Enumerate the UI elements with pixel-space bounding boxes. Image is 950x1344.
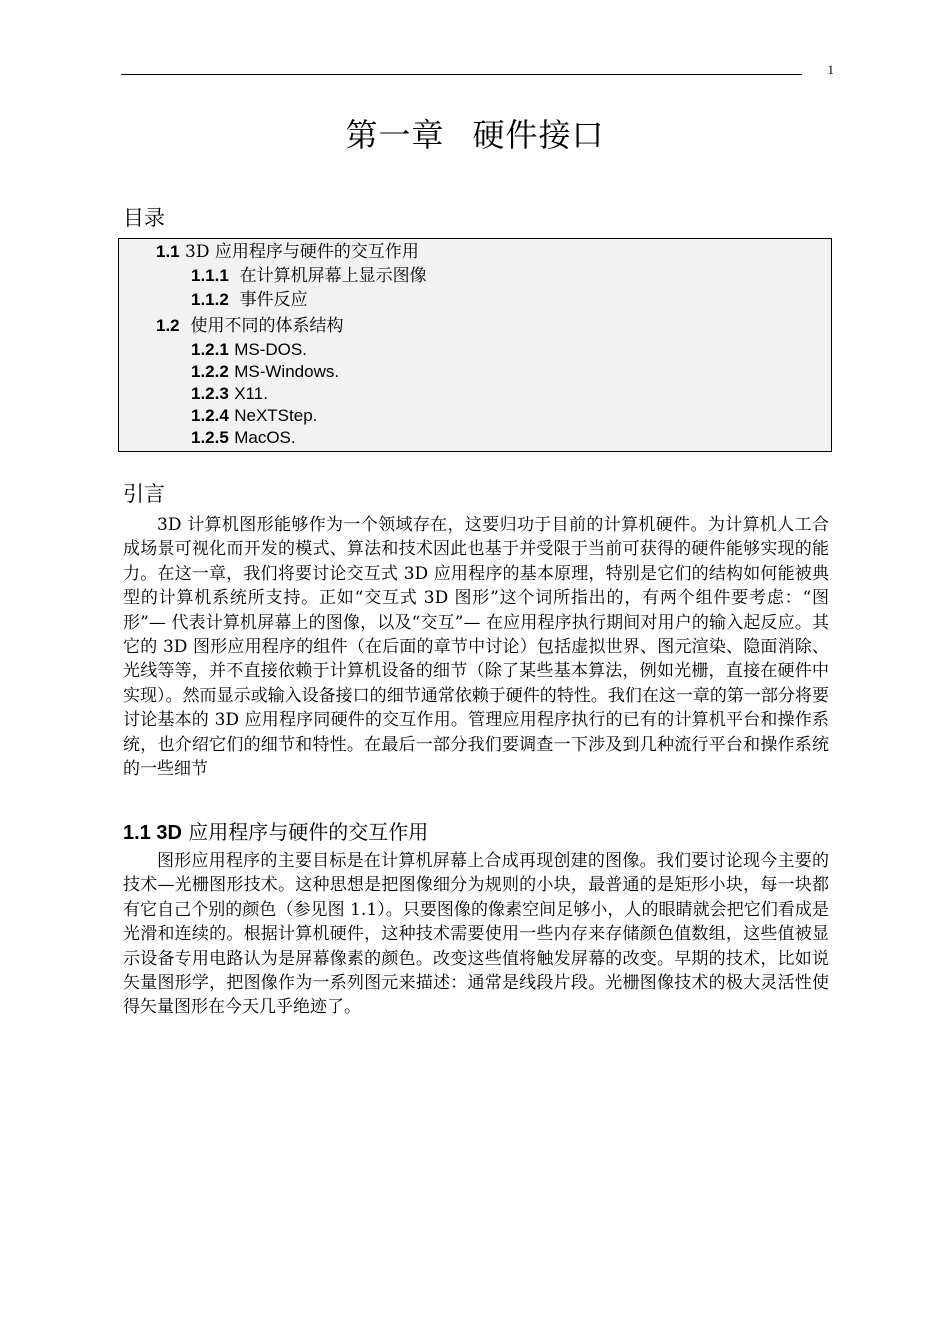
toc-heading: 目录	[123, 206, 165, 230]
toc-entry-title: X11.	[234, 384, 268, 403]
toc-entry-number: 1.2.3	[191, 384, 229, 403]
toc-entry[interactable]	[191, 339, 307, 361]
toc-entry-title: NeXTStep.	[234, 406, 318, 425]
toc-entry-number: 1.2.2	[191, 362, 229, 381]
toc-entry-number: 1.2	[156, 316, 180, 335]
toc-entry-title: 事件反应	[239, 290, 308, 310]
intro-paragraph: 3D 计算机图形能够作为一个领域存在，这要归功于目前的计算机硬件。为计算机人工合成场景可视化而开发的模式、算法和技术因此也基于并受限于当前可获得的硬件能够实现的能力。在这一章，我们将要讨论交互式 3D 应用程序的基本原理，特别是它们的结构如何能被典型的计算机系统所支持。正如“交互式 3D 图形”这个词所指出的，有两个组件要考虑：“图形”— 代表计算机屏幕上的图像，以及“交互”— 在应用程序执行期间对用户的输入起反应。其它的 3D 图形应用程序的组件（在后面的章节中讨论）包括虚拟世界、图元渲染、隐面消除、光线等等，并不直接依赖于计算机设备的细节（除了某些基本算法，例如光栅，直接在硬件中实现）。然而显示或输入设备接口的细节通常依赖于硬件的特性。我们在这一章的第一部分将要讨论基本的 3D 应用程序同硬件的交互作用。管理应用程序执行的已有的计算机平台和操作系统，也介绍它们的细节和特性。在最后一部分我们要调查一下涉及到几种流行平台和操作系统的一些细节	[123, 515, 829, 780]
toc-entry-title: 在计算机屏幕上显示图像	[239, 266, 427, 286]
toc-entry-number: 1.1.2	[191, 290, 229, 309]
toc-entry-number: 1.2.1	[191, 340, 229, 359]
toc-entry[interactable]	[156, 241, 419, 263]
chapter-title	[0, 110, 950, 156]
section-title: 应用程序与硬件的交互作用	[188, 820, 429, 844]
toc-entry-title: 使用不同的体系结构	[190, 316, 344, 336]
header-rule	[121, 74, 802, 75]
section-heading-1-1	[123, 816, 428, 845]
toc-entry-title: 3D 应用程序与硬件的交互作用	[185, 242, 419, 262]
page-number: 1	[827, 62, 834, 77]
toc-entry[interactable]	[191, 427, 296, 449]
intro-heading: 引言	[123, 482, 165, 506]
toc-entry-number: 1.2.4	[191, 406, 229, 425]
toc-entry-title: MacOS.	[234, 428, 296, 447]
toc-entry-number: 1.1.1	[191, 266, 229, 285]
toc-entry[interactable]	[191, 361, 339, 383]
toc-entry[interactable]	[156, 315, 343, 337]
toc-entry-title: MS-DOS.	[234, 340, 307, 359]
toc-entry[interactable]	[191, 289, 308, 311]
toc-entry-number: 1.1	[156, 242, 180, 261]
toc-entry[interactable]	[191, 383, 268, 405]
toc-entry[interactable]	[191, 405, 317, 427]
table-of-contents	[118, 238, 832, 452]
toc-entry[interactable]	[191, 265, 427, 287]
section-number: 1.1 3D	[123, 822, 182, 844]
toc-entry-title: MS-Windows.	[234, 362, 340, 381]
chapter-label: 第一章	[345, 116, 445, 154]
toc-entry-number: 1.2.5	[191, 428, 229, 447]
chapter-name: 硬件接口	[472, 116, 605, 154]
section-1-1-paragraph: 图形应用程序的主要目标是在计算机屏幕上合成再现创建的图像。我们要讨论现今主要的技术—光栅图形技术。这种思想是把图像细分为规则的小块，最普通的是矩形小块，每一块都有它自己个别的颜色（参见图 1.1）。只要图像的像素空间足够小，人的眼睛就会把它们看成是光滑和连续的。根据计算机硬件，这种技术需要使用一些内存来存储颜色值数组，这些值被显示设备专用电路认为是屏幕像素的颜色。改变这些值将触发屏幕的改变。早期的技术，比如说矢量图形学，把图像作为一系列图元来描述：通常是线段片段。光栅图像技术的极大灵活性使得矢量图形在今天几乎绝迹了。	[123, 851, 829, 1018]
